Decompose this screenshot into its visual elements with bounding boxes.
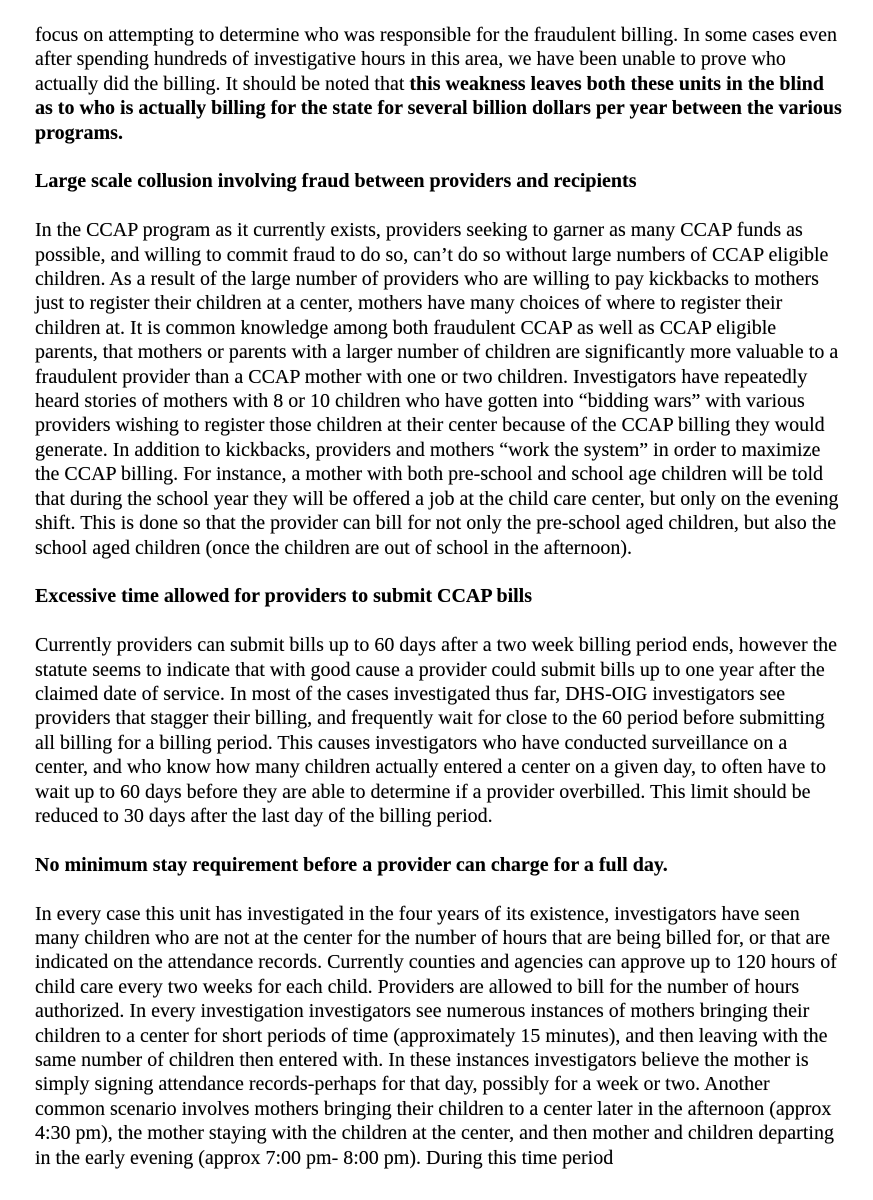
text-run: In every case this unit has investigated in the four years of its existence, investigators have seen many children who are not at the center for the number of hours that are being billed for, or that are indicated on the attendance records. Currently counties and agencies can approve up to 120 hours of child care every two weeks for each child. Providers are allowed to bill for the number of hours authorized. In every investigation investigators see numerous instances of mothers bringing their children to a center for short periods of time (approximately 15 minutes), and then leaving with the same number of children then entered with. In these instances investigators believe the mother is simply signing attendance records-perhaps for that day, possibly for a week or two. Another common scenario involves mothers bringing their children to a center later in the afternoon (approx 4:30 pm), the mother staying with the children at the center, and then mother and children departing in the early evening (approx 7:00 pm- 8:00 pm). During this time period	[35, 902, 837, 1169]
paragraph-collusion-details	[35, 218, 842, 560]
heading-no-minimum-stay	[35, 853, 842, 877]
heading-large-scale-collusion	[35, 169, 842, 193]
text-run: Large scale collusion involving fraud between providers and recipients	[35, 170, 637, 193]
paragraph-fraudulent-billing-continuation	[35, 23, 842, 145]
paragraph-minimum-stay-details	[35, 902, 842, 1170]
paragraph-billing-deadline	[35, 633, 842, 828]
text-run: In the CCAP program as it currently exists, providers seeking to garner as many CCAP funds as possible, and willing to commit fraud to do so, can’t do so without large numbers of CCAP eligible children. As a result of the large number of providers who are willing to pay kickbacks to mothers just to register their children at a center, mothers have many choices of where to register their children at. It is common knowledge among both fraudulent CCAP as well as CCAP eligible parents, that mothers or parents with a larger number of children are significantly more valuable to a fraudulent provider than a CCAP mother with one or two children. Investigators have repeatedly heard stories of mothers with 8 or 10 children who have gotten into “bidding wars” with various providers wishing to register those children at their center because of the CCAP billing they would generate. In addition to kickbacks, providers and mothers “work the system” in order to maximize the CCAP billing. For instance, a mother with both pre-school and school age children will be told that during the school year they will be offered a job at the child care center, but only on the evening shift. This is done so that the provider can bill for not only the pre-school aged children, but also the school aged children (once the children are out of school in the afternoon).	[35, 219, 839, 559]
text-run: this weakness leaves both these units in the blind as to who is actually billing for the state for several billion dollars per year between the various programs.	[35, 72, 842, 144]
text-run: Currently providers can submit bills up to 60 days after a two week billing period ends, however the statute seems to indicate that with good cause a provider could submit bills up to one year after the claimed date of service. In most of the cases investigated thus far, DHS-OIG investigators see providers that stagger their billing, and frequently wait for close to the 60 period before submitting all billing for a billing period. This causes investigators who have conducted surveillance on a center, and who know how many children actually entered a center on a given day, to often have to wait up to 60 days before they are able to determine if a provider overbilled. This limit should be reduced to 30 days after the last day of the billing period.	[35, 634, 838, 827]
heading-excessive-time	[35, 584, 842, 608]
text-run: focus on attempting to determine who was responsible for the fraudulent billing. In some cases even after spending hundreds of investigative hours in this area, we have been unable to prove who actually did the billing. It should be noted that	[35, 24, 838, 95]
text-run: No minimum stay requirement before a provider can charge for a full day.	[35, 853, 668, 876]
text-run: Excessive time allowed for providers to submit CCAP bills	[35, 585, 533, 608]
